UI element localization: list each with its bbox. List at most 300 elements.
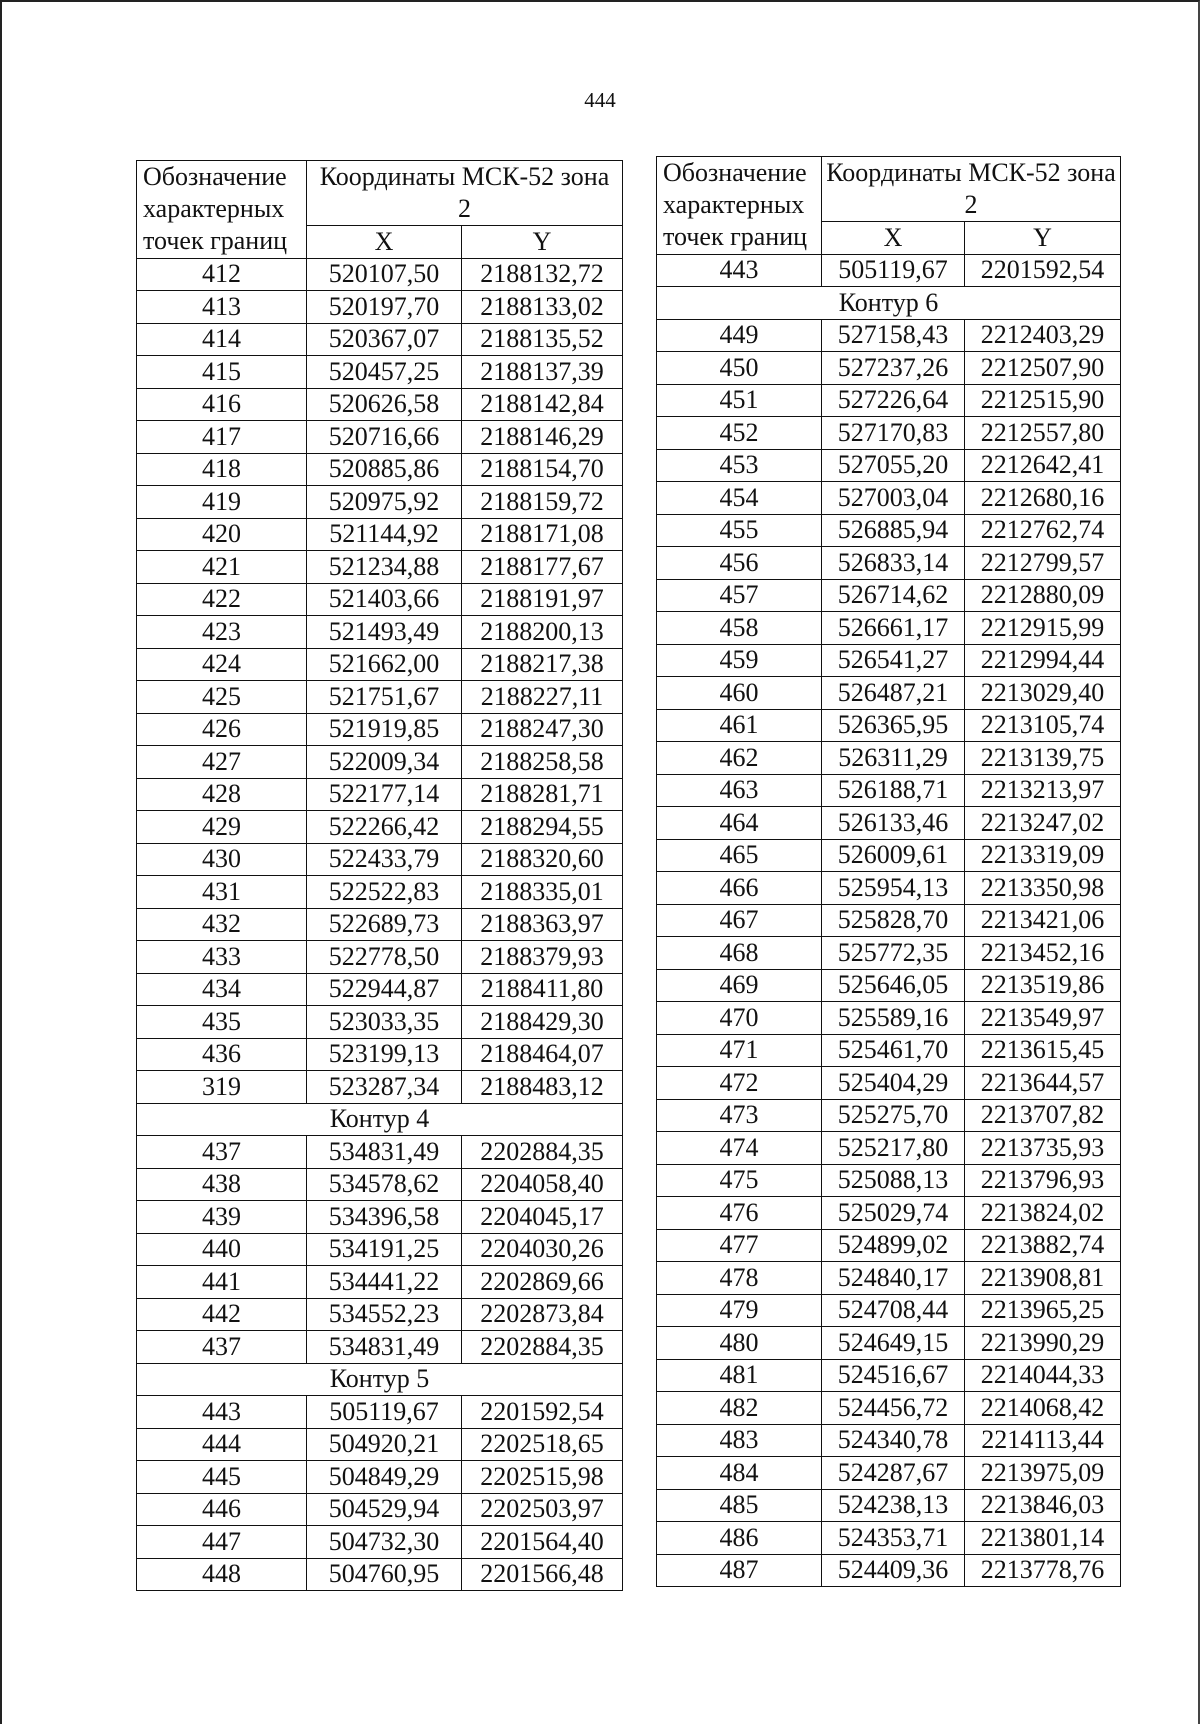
y-cell: 2212880,09	[965, 579, 1121, 612]
point-cell: 455	[657, 514, 822, 547]
point-cell: 436	[137, 1038, 307, 1071]
coordinates-system-header: Координаты МСК-52 зона 2	[307, 161, 623, 226]
table-row	[657, 742, 1121, 775]
point-cell: 480	[657, 1327, 822, 1360]
x-cell: 523199,13	[307, 1038, 462, 1071]
y-cell: 2212799,57	[965, 547, 1121, 580]
table-row	[137, 778, 623, 811]
x-cell: 527226,64	[822, 384, 965, 417]
table-row	[137, 1201, 623, 1234]
point-cell: 461	[657, 709, 822, 742]
x-cell: 505119,67	[822, 254, 965, 287]
table-row	[137, 486, 623, 519]
point-cell: 433	[137, 941, 307, 974]
table-row	[137, 1266, 623, 1299]
y-cell: 2213319,09	[965, 839, 1121, 872]
x-cell: 521919,85	[307, 713, 462, 746]
y-cell: 2213247,02	[965, 807, 1121, 840]
point-cell: 460	[657, 677, 822, 710]
y-cell: 2188177,67	[462, 551, 623, 584]
table-row	[657, 1424, 1121, 1457]
table-row	[137, 1038, 623, 1071]
x-cell: 524708,44	[822, 1294, 965, 1327]
table-row	[137, 1461, 623, 1494]
y-cell: 2188171,08	[462, 518, 623, 551]
y-cell: 2213975,09	[965, 1457, 1121, 1490]
point-cell: 466	[657, 872, 822, 905]
x-cell: 525461,70	[822, 1034, 965, 1067]
point-cell: 477	[657, 1229, 822, 1262]
table-row	[137, 941, 623, 974]
point-cell: 443	[657, 254, 822, 287]
y-cell: 2213796,93	[965, 1164, 1121, 1197]
table-row	[657, 644, 1121, 677]
y-cell: 2214113,44	[965, 1424, 1121, 1457]
table-row	[137, 648, 623, 681]
table-row	[657, 1327, 1121, 1360]
point-cell: 319	[137, 1071, 307, 1104]
table-row	[137, 388, 623, 421]
y-cell: 2188429,30	[462, 1006, 623, 1039]
point-cell: 459	[657, 644, 822, 677]
point-cell: 468	[657, 937, 822, 970]
table-row	[137, 1006, 623, 1039]
y-cell: 2213029,40	[965, 677, 1121, 710]
x-cell: 524899,02	[822, 1229, 965, 1262]
x-cell: 520716,66	[307, 421, 462, 454]
point-cell: 487	[657, 1554, 822, 1587]
table-row	[657, 677, 1121, 710]
y-cell: 2212403,29	[965, 319, 1121, 352]
point-cell: 445	[137, 1461, 307, 1494]
point-cell: 476	[657, 1197, 822, 1230]
x-cell: 524649,15	[822, 1327, 965, 1360]
y-cell: 2202869,66	[462, 1266, 623, 1299]
x-cell: 527237,26	[822, 352, 965, 385]
y-cell: 2213965,25	[965, 1294, 1121, 1327]
y-cell: 2212994,44	[965, 644, 1121, 677]
y-cell: 2188191,97	[462, 583, 623, 616]
x-cell: 526541,27	[822, 644, 965, 677]
point-cell: 481	[657, 1359, 822, 1392]
point-cell: 484	[657, 1457, 822, 1490]
y-cell: 2188281,71	[462, 778, 623, 811]
point-cell: 482	[657, 1392, 822, 1425]
y-column-header: Y	[965, 222, 1121, 255]
x-cell: 525088,13	[822, 1164, 965, 1197]
table-row	[137, 258, 623, 291]
x-cell: 526487,21	[822, 677, 965, 710]
x-cell: 521403,66	[307, 583, 462, 616]
table-row	[657, 1132, 1121, 1165]
table-row	[657, 1034, 1121, 1067]
x-cell: 525217,80	[822, 1132, 965, 1165]
point-cell: 420	[137, 518, 307, 551]
point-cell: 479	[657, 1294, 822, 1327]
table-row	[137, 1558, 623, 1591]
point-cell: 437	[137, 1331, 307, 1364]
x-cell: 521751,67	[307, 681, 462, 714]
y-cell: 2188217,38	[462, 648, 623, 681]
contour-row	[137, 1103, 623, 1136]
y-column-header: Y	[462, 226, 623, 259]
point-cell: 419	[137, 486, 307, 519]
x-cell: 524238,13	[822, 1489, 965, 1522]
point-cell: 473	[657, 1099, 822, 1132]
x-cell: 534396,58	[307, 1201, 462, 1234]
x-column-header: X	[307, 226, 462, 259]
x-cell: 521234,88	[307, 551, 462, 584]
y-cell: 2212915,99	[965, 612, 1121, 645]
y-cell: 2188464,07	[462, 1038, 623, 1071]
table-row	[657, 1099, 1121, 1132]
x-cell: 525404,29	[822, 1067, 965, 1100]
y-cell: 2188363,97	[462, 908, 623, 941]
point-cell: 462	[657, 742, 822, 775]
x-cell: 522522,83	[307, 876, 462, 909]
table-row	[657, 1457, 1121, 1490]
point-cell: 470	[657, 1002, 822, 1035]
y-cell: 2213452,16	[965, 937, 1121, 970]
y-cell: 2213350,98	[965, 872, 1121, 905]
x-cell: 504849,29	[307, 1461, 462, 1494]
x-cell: 504760,95	[307, 1558, 462, 1591]
y-cell: 2213735,93	[965, 1132, 1121, 1165]
table-row	[657, 254, 1121, 287]
x-cell: 527170,83	[822, 417, 965, 450]
point-cell: 464	[657, 807, 822, 840]
table-row	[657, 709, 1121, 742]
point-cell: 435	[137, 1006, 307, 1039]
y-cell: 2213824,02	[965, 1197, 1121, 1230]
x-cell: 524340,78	[822, 1424, 965, 1457]
table-row	[657, 417, 1121, 450]
table-row	[657, 807, 1121, 840]
point-cell: 472	[657, 1067, 822, 1100]
table-row	[657, 1522, 1121, 1555]
point-cell: 449	[657, 319, 822, 352]
contour-row	[137, 1363, 623, 1396]
y-cell: 2213519,86	[965, 969, 1121, 1002]
point-cell: 474	[657, 1132, 822, 1165]
point-cell: 483	[657, 1424, 822, 1457]
table-row	[137, 551, 623, 584]
x-cell: 520885,86	[307, 453, 462, 486]
y-cell: 2213615,45	[965, 1034, 1121, 1067]
point-cell: 416	[137, 388, 307, 421]
x-cell: 525954,13	[822, 872, 965, 905]
x-cell: 526365,95	[822, 709, 965, 742]
x-cell: 524353,71	[822, 1522, 965, 1555]
contour-label: Контур 5	[137, 1363, 623, 1396]
y-cell: 2188294,55	[462, 811, 623, 844]
point-cell: 424	[137, 648, 307, 681]
point-cell: 440	[137, 1233, 307, 1266]
point-cell: 430	[137, 843, 307, 876]
point-cell: 450	[657, 352, 822, 385]
point-cell: 448	[137, 1558, 307, 1591]
table-row	[657, 547, 1121, 580]
point-cell: 444	[137, 1428, 307, 1461]
point-cell: 428	[137, 778, 307, 811]
coordinates-system-header: Координаты МСК-52 зона 2	[822, 157, 1121, 222]
point-cell: 486	[657, 1522, 822, 1555]
x-cell: 526133,46	[822, 807, 965, 840]
table-row	[137, 681, 623, 714]
y-cell: 2188320,60	[462, 843, 623, 876]
y-cell: 2188142,84	[462, 388, 623, 421]
table-row	[137, 713, 623, 746]
table-row	[137, 1071, 623, 1104]
point-cell: 452	[657, 417, 822, 450]
table-row	[657, 612, 1121, 645]
point-cell: 446	[137, 1493, 307, 1526]
table-row	[137, 1526, 623, 1559]
x-cell: 523033,35	[307, 1006, 462, 1039]
point-cell: 442	[137, 1298, 307, 1331]
y-cell: 2213549,97	[965, 1002, 1121, 1035]
point-cell: 427	[137, 746, 307, 779]
point-cell: 415	[137, 356, 307, 389]
point-cell: 417	[137, 421, 307, 454]
x-cell: 527003,04	[822, 482, 965, 515]
table-row	[657, 482, 1121, 515]
table-row	[657, 969, 1121, 1002]
table-row	[657, 1359, 1121, 1392]
x-cell: 520626,58	[307, 388, 462, 421]
x-cell: 524516,67	[822, 1359, 965, 1392]
x-cell: 505119,67	[307, 1396, 462, 1429]
point-cell: 447	[137, 1526, 307, 1559]
y-cell: 2212515,90	[965, 384, 1121, 417]
y-cell: 2201592,54	[965, 254, 1121, 287]
point-cell: 425	[137, 681, 307, 714]
table-row	[657, 1262, 1121, 1295]
y-cell: 2213882,74	[965, 1229, 1121, 1262]
point-cell: 441	[137, 1266, 307, 1299]
y-cell: 2213778,76	[965, 1554, 1121, 1587]
y-cell: 2188154,70	[462, 453, 623, 486]
point-cell: 454	[657, 482, 822, 515]
point-cell: 478	[657, 1262, 822, 1295]
y-cell: 2204030,26	[462, 1233, 623, 1266]
table-row	[137, 453, 623, 486]
y-cell: 2213105,74	[965, 709, 1121, 742]
point-cell: 463	[657, 774, 822, 807]
point-cell: 418	[137, 453, 307, 486]
x-cell: 522778,50	[307, 941, 462, 974]
point-cell: 437	[137, 1136, 307, 1169]
table-row	[137, 583, 623, 616]
x-cell: 521493,49	[307, 616, 462, 649]
x-cell: 522177,14	[307, 778, 462, 811]
point-cell: 439	[137, 1201, 307, 1234]
point-cell: 456	[657, 547, 822, 580]
point-cell: 429	[137, 811, 307, 844]
x-cell: 534831,49	[307, 1136, 462, 1169]
table-row	[657, 937, 1121, 970]
x-cell: 534578,62	[307, 1168, 462, 1201]
x-cell: 504920,21	[307, 1428, 462, 1461]
table-row	[657, 1554, 1121, 1587]
y-cell: 2202515,98	[462, 1461, 623, 1494]
table-row	[137, 1428, 623, 1461]
contour-label: Контур 6	[657, 287, 1121, 320]
y-cell: 2188200,13	[462, 616, 623, 649]
table-row	[137, 323, 623, 356]
points-column-header: Обозначение характерных точек границ	[137, 161, 307, 259]
x-cell: 525646,05	[822, 969, 965, 1002]
y-cell: 2202518,65	[462, 1428, 623, 1461]
x-cell: 520367,07	[307, 323, 462, 356]
x-cell: 522433,79	[307, 843, 462, 876]
x-cell: 526661,17	[822, 612, 965, 645]
y-cell: 2188335,01	[462, 876, 623, 909]
y-cell: 2188159,72	[462, 486, 623, 519]
x-cell: 522266,42	[307, 811, 462, 844]
point-cell: 451	[657, 384, 822, 417]
table-row	[657, 1392, 1121, 1425]
y-cell: 2213846,03	[965, 1489, 1121, 1522]
x-cell: 521662,00	[307, 648, 462, 681]
table-row	[657, 1489, 1121, 1522]
y-cell: 2213908,81	[965, 1262, 1121, 1295]
x-cell: 522009,34	[307, 746, 462, 779]
x-cell: 520197,70	[307, 291, 462, 324]
x-cell: 525772,35	[822, 937, 965, 970]
x-cell: 526311,29	[822, 742, 965, 775]
table-row	[657, 1002, 1121, 1035]
y-cell: 2188227,11	[462, 681, 623, 714]
table-row	[657, 1294, 1121, 1327]
table-row	[657, 839, 1121, 872]
y-cell: 2202884,35	[462, 1331, 623, 1364]
table-row	[137, 908, 623, 941]
y-cell: 2201564,40	[462, 1526, 623, 1559]
table-row	[137, 421, 623, 454]
point-cell: 412	[137, 258, 307, 291]
point-cell: 467	[657, 904, 822, 937]
table-row	[657, 904, 1121, 937]
x-cell: 520975,92	[307, 486, 462, 519]
point-cell: 426	[137, 713, 307, 746]
y-cell: 2202884,35	[462, 1136, 623, 1169]
y-cell: 2188135,52	[462, 323, 623, 356]
table-row	[137, 1331, 623, 1364]
x-cell: 526885,94	[822, 514, 965, 547]
y-cell: 2204058,40	[462, 1168, 623, 1201]
point-cell: 421	[137, 551, 307, 584]
x-cell: 524409,36	[822, 1554, 965, 1587]
x-cell: 526833,14	[822, 547, 965, 580]
x-cell: 522689,73	[307, 908, 462, 941]
table-row	[137, 1136, 623, 1169]
table-row	[657, 449, 1121, 482]
point-cell: 414	[137, 323, 307, 356]
x-cell: 534441,22	[307, 1266, 462, 1299]
table-row	[657, 1164, 1121, 1197]
x-cell: 525275,70	[822, 1099, 965, 1132]
table-row	[657, 872, 1121, 905]
table-row	[137, 1168, 623, 1201]
x-cell: 521144,92	[307, 518, 462, 551]
table-row	[657, 514, 1121, 547]
table-row	[657, 774, 1121, 807]
y-cell: 2201566,48	[462, 1558, 623, 1591]
table-row	[137, 616, 623, 649]
y-cell: 2204045,17	[462, 1201, 623, 1234]
y-cell: 2188247,30	[462, 713, 623, 746]
coordinates-table-left	[136, 160, 623, 1591]
y-cell: 2213707,82	[965, 1099, 1121, 1132]
y-cell: 2213213,97	[965, 774, 1121, 807]
x-cell: 524456,72	[822, 1392, 965, 1425]
y-cell: 2188137,39	[462, 356, 623, 389]
y-cell: 2213644,57	[965, 1067, 1121, 1100]
table-row	[657, 579, 1121, 612]
y-cell: 2213139,75	[965, 742, 1121, 775]
page-number: 444	[584, 88, 616, 112]
table-row	[137, 518, 623, 551]
table-row	[137, 973, 623, 1006]
x-cell: 524840,17	[822, 1262, 965, 1295]
points-column-header: Обозначение характерных точек границ	[657, 157, 822, 255]
contour-label: Контур 4	[137, 1103, 623, 1136]
table-row	[657, 1229, 1121, 1262]
table-row	[137, 1493, 623, 1526]
table-row	[137, 746, 623, 779]
coordinates-table-right	[656, 156, 1121, 1587]
y-cell: 2212507,90	[965, 352, 1121, 385]
y-cell: 2188132,72	[462, 258, 623, 291]
y-cell: 2202503,97	[462, 1493, 623, 1526]
x-cell: 520107,50	[307, 258, 462, 291]
x-cell: 524287,67	[822, 1457, 965, 1490]
table-row	[137, 356, 623, 389]
contour-row	[657, 287, 1121, 320]
y-cell: 2188411,80	[462, 973, 623, 1006]
point-cell: 453	[657, 449, 822, 482]
table-row	[137, 811, 623, 844]
y-cell: 2213421,06	[965, 904, 1121, 937]
point-cell: 471	[657, 1034, 822, 1067]
y-cell: 2202873,84	[462, 1298, 623, 1331]
point-cell: 443	[137, 1396, 307, 1429]
x-cell: 525828,70	[822, 904, 965, 937]
y-cell: 2188379,93	[462, 941, 623, 974]
point-cell: 434	[137, 973, 307, 1006]
point-cell: 432	[137, 908, 307, 941]
table-row	[657, 319, 1121, 352]
point-cell: 423	[137, 616, 307, 649]
y-cell: 2214044,33	[965, 1359, 1121, 1392]
point-cell: 422	[137, 583, 307, 616]
table-row	[137, 291, 623, 324]
y-cell: 2213990,29	[965, 1327, 1121, 1360]
x-cell: 526714,62	[822, 579, 965, 612]
y-cell: 2212680,16	[965, 482, 1121, 515]
point-cell: 438	[137, 1168, 307, 1201]
point-cell: 469	[657, 969, 822, 1002]
y-cell: 2188146,29	[462, 421, 623, 454]
table-row	[657, 384, 1121, 417]
table-row	[657, 1197, 1121, 1230]
point-cell: 458	[657, 612, 822, 645]
x-cell: 534831,49	[307, 1331, 462, 1364]
y-cell: 2212762,74	[965, 514, 1121, 547]
table-row	[137, 1396, 623, 1429]
x-cell: 523287,34	[307, 1071, 462, 1104]
